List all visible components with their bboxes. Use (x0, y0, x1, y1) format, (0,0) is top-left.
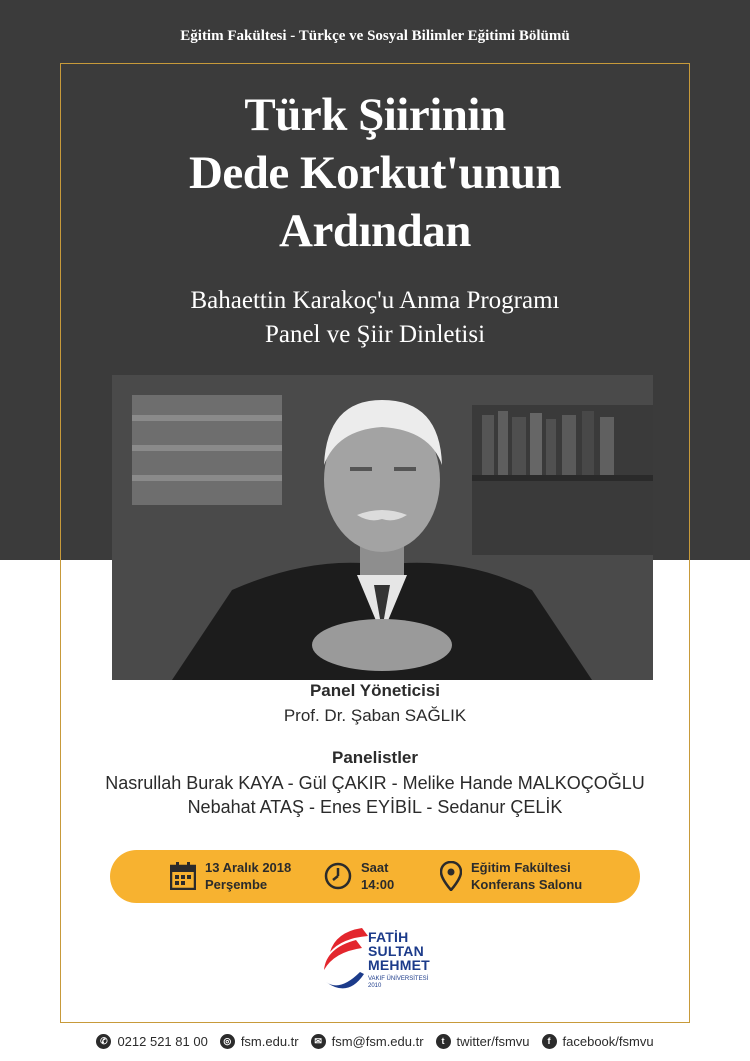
footer-web-text: fsm.edu.tr (240, 1033, 299, 1049)
panelists-line-1: Nasrullah Burak KAYA - Gül ÇAKIR - Melike Hande MALKOÇOĞLU (105, 773, 645, 793)
poster-title (0, 86, 750, 260)
clock-icon (324, 862, 352, 890)
title-line-1: Türk Şiirinin (244, 89, 506, 141)
phone-icon: ✆ (96, 1034, 111, 1049)
location-pin-icon (440, 861, 462, 891)
panel-moderator-label: Panel Yöneticisi (309, 681, 441, 700)
department-line: Eğitim Fakültesi - Türkçe ve Sosyal Bilimler Eğitimi Bölümü (180, 28, 570, 44)
event-info-bar (110, 850, 640, 903)
logo-line-3: MEHMET (368, 957, 430, 973)
subtitle-line-2: Panel ve Şiir Dinletisi (264, 321, 486, 348)
event-time (324, 859, 394, 893)
footer-twitter-text: twitter/fsmvu (456, 1033, 530, 1049)
event-date (170, 859, 291, 893)
contact-footer (0, 1031, 750, 1051)
event-day-text: Perşembe (205, 877, 268, 892)
fsm-logo-mark (316, 922, 376, 1000)
portrait-photo (112, 375, 653, 680)
event-place-line-1: Eğitim Fakültesi (471, 860, 571, 875)
email-icon: ✉ (311, 1034, 326, 1049)
event-date-text: 13 Aralık 2018 (205, 860, 292, 875)
footer-facebook[interactable] (542, 1034, 654, 1049)
footer-phone-text: 0212 521 81 00 (117, 1033, 208, 1049)
footer-twitter[interactable] (436, 1034, 530, 1049)
logo-subtitle (368, 976, 428, 990)
globe-icon: ◎ (220, 1034, 235, 1049)
panel-moderator-name: Prof. Dr. Şaban SAĞLIK (283, 706, 467, 725)
footer-email[interactable] (311, 1034, 424, 1049)
poster-subtitle (0, 284, 750, 352)
event-place-line-2: Konferans Salonu (471, 877, 583, 892)
logo-line-2: SULTAN (368, 943, 424, 959)
footer-phone[interactable] (96, 1034, 207, 1049)
panelists-label: Panelistler (332, 748, 418, 767)
calendar-icon (170, 862, 196, 890)
logo-wordmark (368, 930, 430, 972)
footer-web[interactable] (220, 1034, 299, 1049)
event-time-label: Saat (361, 860, 389, 875)
fsm-university-logo (316, 922, 446, 1002)
title-line-3: Ardından (279, 205, 471, 257)
event-place (440, 859, 582, 893)
footer-facebook-text: facebook/fsmvu (562, 1033, 654, 1049)
event-time-text: 14:00 (361, 877, 395, 892)
twitter-icon: t (436, 1034, 451, 1049)
footer-email-text: fsm@fsm.edu.tr (331, 1033, 424, 1049)
panelists-line-2: Nebahat ATAŞ - Enes EYİBİL - Sedanur ÇELİK (187, 797, 563, 817)
logo-line-1: FATİH (368, 929, 409, 945)
facebook-icon: f (542, 1034, 557, 1049)
logo-line-4: VAKIF ÜNİVERSİTESİ (368, 976, 429, 982)
subtitle-line-1: Bahaettin Karakoç'u Anma Programı (190, 287, 560, 314)
logo-line-5: 2010 (368, 983, 382, 989)
title-line-2: Dede Korkut'unun (188, 147, 562, 199)
